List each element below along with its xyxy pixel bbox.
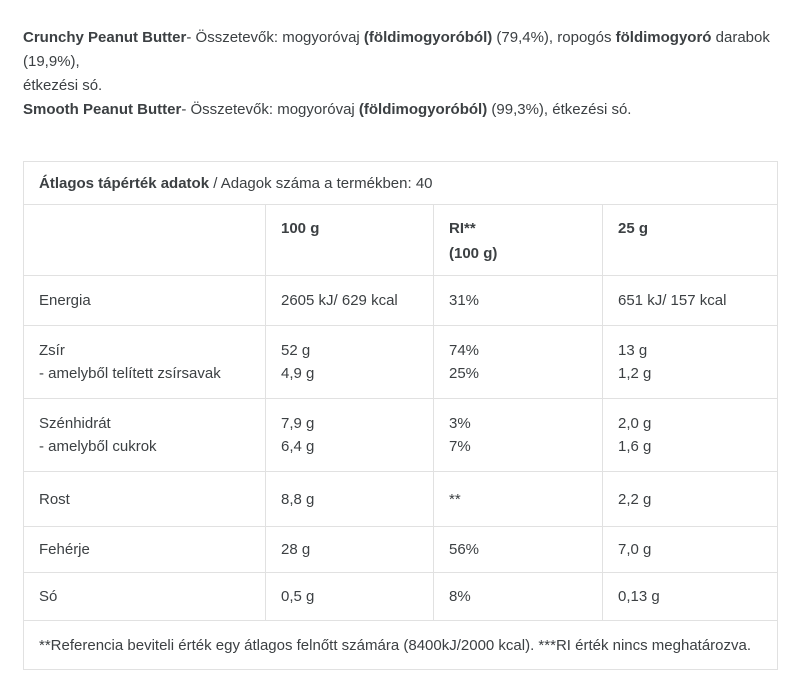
product-name-crunchy: Crunchy Peanut Butter xyxy=(23,29,187,46)
cell-rost-25g: 2,2 g xyxy=(603,472,778,527)
table-title: Átlagos tápérték adatok xyxy=(39,174,210,192)
nutrition-table xyxy=(23,161,778,670)
cell-rost-label: Rost xyxy=(24,472,266,527)
ingredient-bold-peanut: földimogyoró xyxy=(615,29,712,46)
cell-rost-100g: 8,8 g xyxy=(266,472,434,527)
cell-szenhidrat-label: Szénhidrát - amelyből cukrok xyxy=(24,399,266,472)
header-ri-line2: (100 g) xyxy=(449,245,498,262)
ingredients-paragraph-crunchy xyxy=(23,26,770,98)
table-row-energia xyxy=(24,276,778,326)
ingredients-text: (79,4%), ropogós xyxy=(492,29,616,46)
cell-szenhidrat-ri: 3% 7% xyxy=(434,399,603,472)
cell-so-label: Só xyxy=(24,573,266,621)
header-cell-100g: 100 g xyxy=(266,205,434,276)
header-cell-ri xyxy=(434,205,603,276)
cell-energia-100g: 2605 kJ/ 629 kcal xyxy=(266,276,434,326)
ingredients-text-wrap: étkezési só. xyxy=(23,77,103,94)
header-ri-line1: RI** xyxy=(449,220,476,237)
cell-energia-ri: 31% xyxy=(434,276,603,326)
cell-rost-ri: ** xyxy=(434,472,603,527)
header-cell-25g: 25 g xyxy=(603,205,778,276)
ingredients-text: darabok (19,9%), xyxy=(23,29,770,70)
cell-feherje-label: Fehérje xyxy=(24,527,266,573)
ingredients-section xyxy=(0,0,800,122)
cell-so-100g: 0,5 g xyxy=(266,573,434,621)
table-footnote-row xyxy=(24,621,778,670)
ingredients-text: - Összetevők: mogyoróvaj xyxy=(181,101,359,118)
table-row-so xyxy=(24,573,778,621)
cell-energia-label: Energia xyxy=(24,276,266,326)
cell-energia-25g: 651 kJ/ 157 kcal xyxy=(603,276,778,326)
table-header-row xyxy=(24,205,778,276)
ingredient-bold-peanut-source: (földimogyoróból) xyxy=(358,101,488,118)
table-row-rost xyxy=(24,472,778,527)
ingredients-text: (99,3%), étkezési só. xyxy=(487,101,632,118)
cell-szenhidrat-100g: 7,9 g 6,4 g xyxy=(266,399,434,472)
ingredient-bold-peanut-source: (földimogyoróból) xyxy=(363,29,493,46)
cell-so-25g: 0,13 g xyxy=(603,573,778,621)
cell-feherje-ri: 56% xyxy=(434,527,603,573)
cell-zsir-100g: 52 g 4,9 g xyxy=(266,326,434,399)
cell-zsir-label: Zsír - amelyből telített zsírsavak xyxy=(24,326,266,399)
table-title-row xyxy=(24,162,778,205)
cell-szenhidrat-25g: 2,0 g 1,6 g xyxy=(603,399,778,472)
table-title-cell xyxy=(24,162,778,205)
ingredients-paragraph-smooth xyxy=(23,98,770,122)
cell-zsir-ri: 74% 25% xyxy=(434,326,603,399)
table-row-zsir xyxy=(24,326,778,399)
table-row-feherje xyxy=(24,527,778,573)
table-row-szenhidrat xyxy=(24,399,778,472)
cell-zsir-25g: 13 g 1,2 g xyxy=(603,326,778,399)
cell-so-ri: 8% xyxy=(434,573,603,621)
table-footnote: **Referencia beviteli érték egy átlagos felnőtt számára (8400kJ/2000 kcal). ***RI érték nincs meghatározva. xyxy=(24,621,778,670)
table-title-servings: / Adagok száma a termékben: 40 xyxy=(209,174,433,192)
cell-feherje-100g: 28 g xyxy=(266,527,434,573)
product-name-smooth: Smooth Peanut Butter xyxy=(23,101,182,118)
header-cell-empty xyxy=(24,205,266,276)
cell-feherje-25g: 7,0 g xyxy=(603,527,778,573)
ingredients-text: - Összetevők: mogyoróvaj xyxy=(186,29,364,46)
